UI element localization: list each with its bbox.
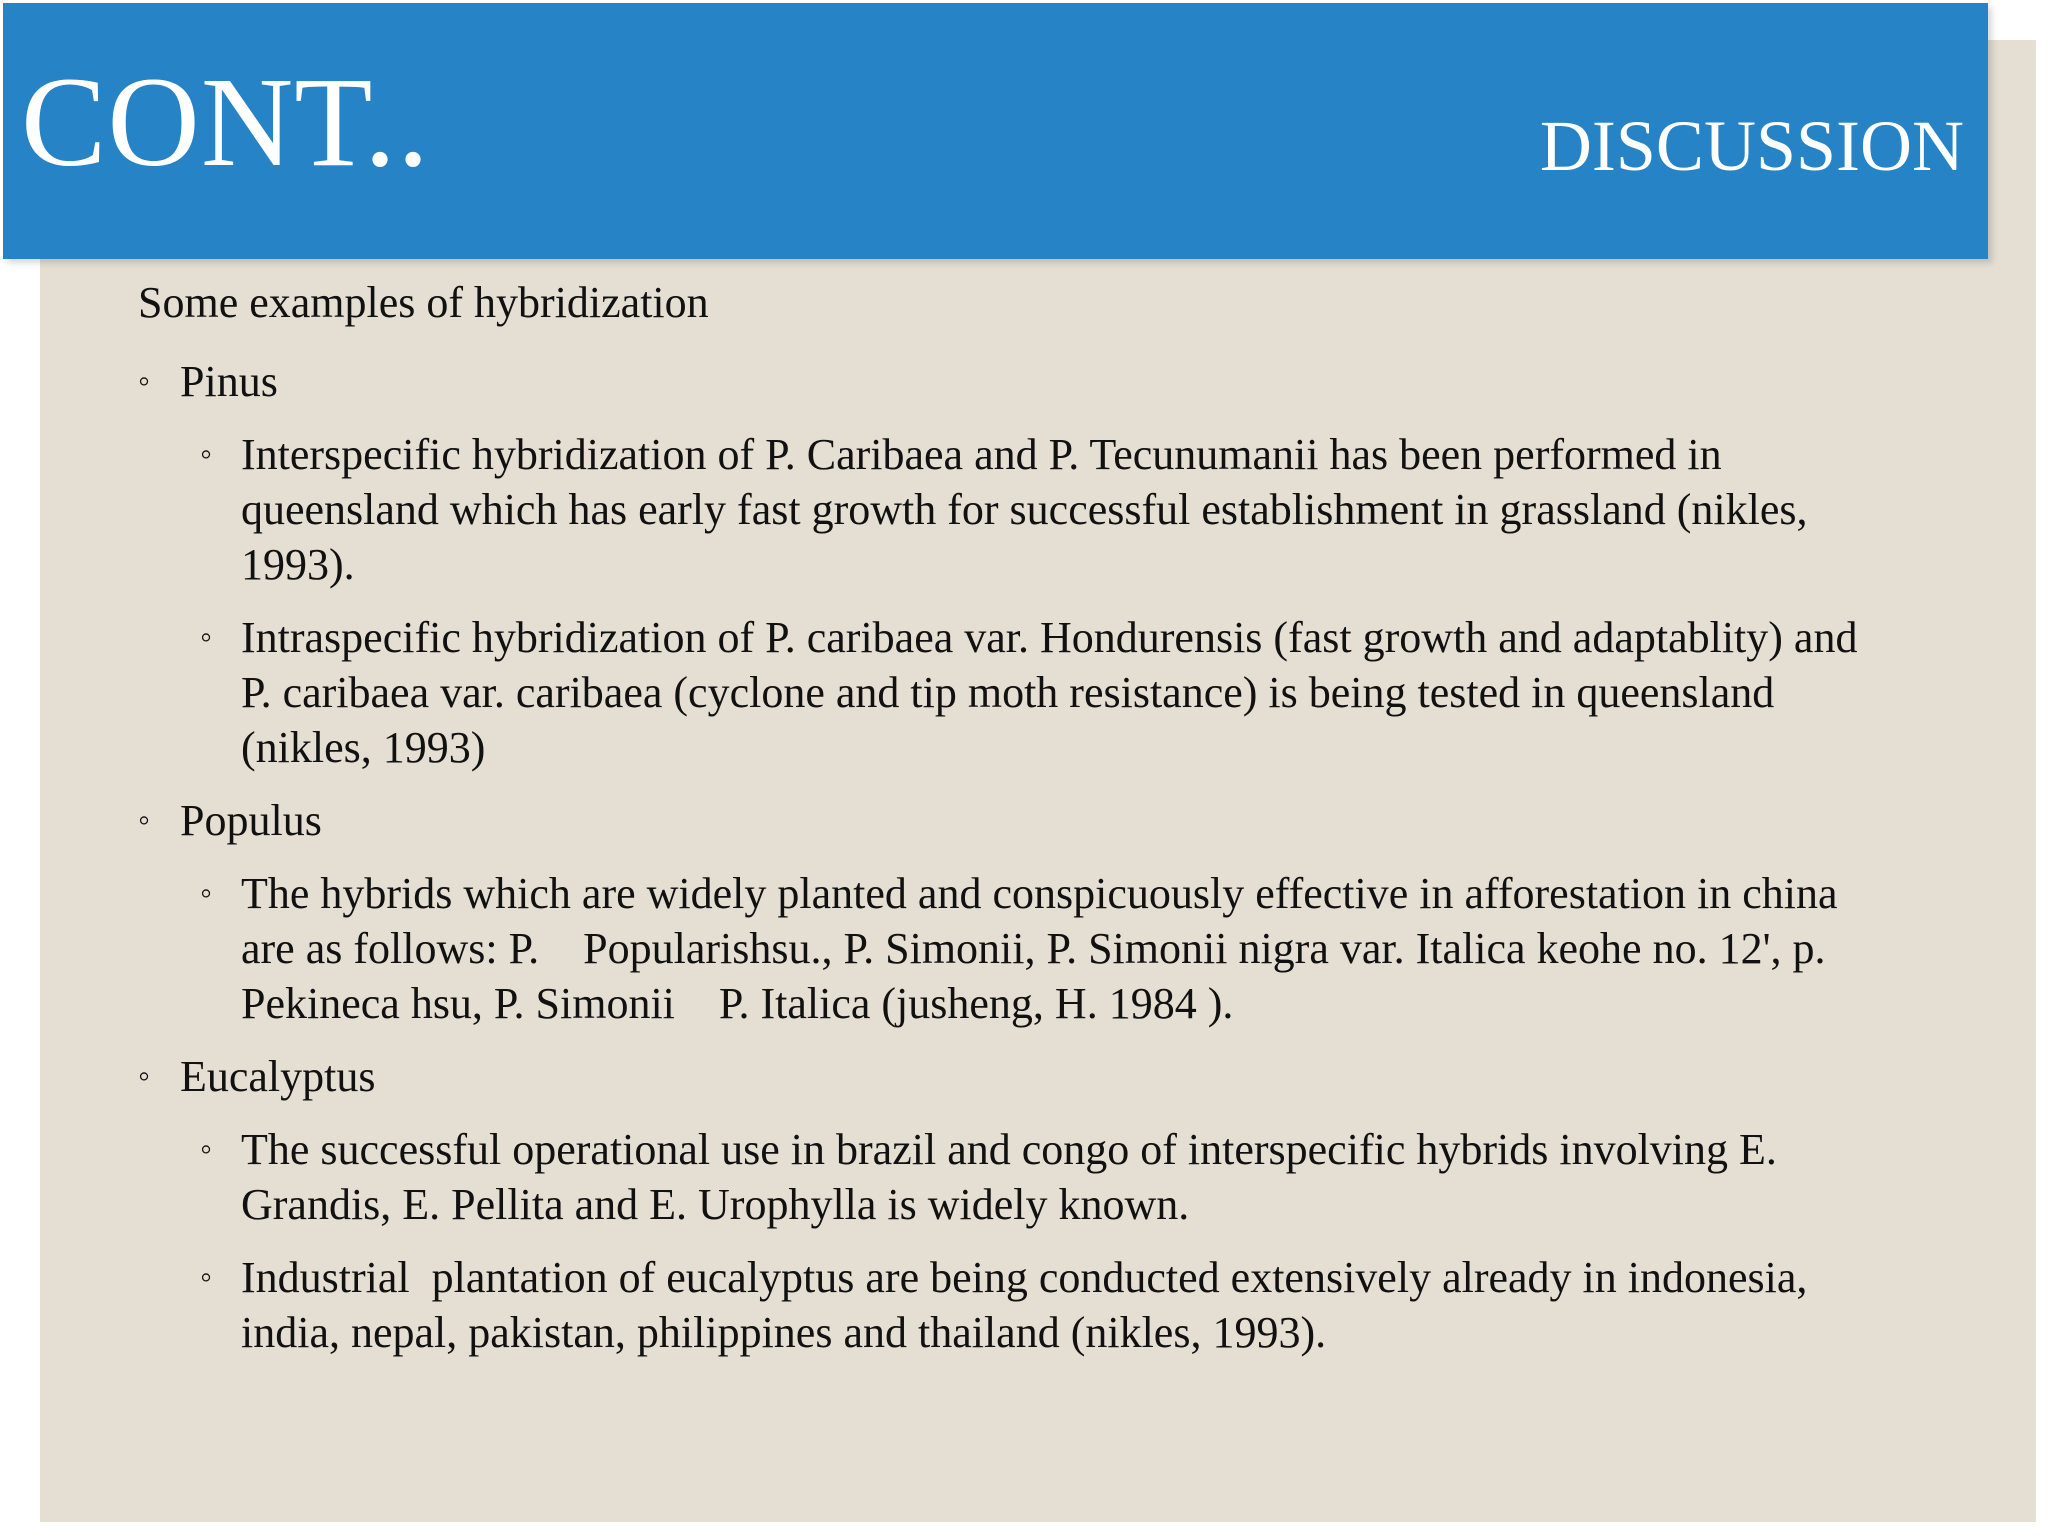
title-bar [3, 3, 1988, 259]
list-item [200, 1250, 1898, 1360]
group-title: Pinus [180, 357, 278, 406]
list-item-text: Intraspecific hybridization of P. caribaea var. Hondurensis (fast growth and adaptablity) and P. caribaea var. caribaea (cyclone and tip moth resistance) is being tested in queensland (nikles, 1993) [241, 613, 1858, 772]
list-item-text: The successful operational use in brazil and congo of interspecific hybrids involving E. Grandis, E. Pellita and E. Urophylla is widely known. [241, 1125, 1777, 1229]
bullet-marker: ◦ [138, 802, 151, 839]
list-item [200, 427, 1898, 592]
list-item [200, 866, 1898, 1031]
section-label: DISCUSSION [1539, 106, 1964, 186]
list-item-text: Interspecific hybridization of P. Caribaea and P. Tecunumanii has been performed in queensland which has early fast growth for successful establishment in grassland (nikles, 1993). [241, 430, 1808, 589]
bullet-marker: ◦ [138, 363, 151, 400]
bullet-marker: ◦ [200, 436, 213, 473]
bullet-marker: ◦ [200, 1131, 213, 1168]
bullet-marker: ◦ [200, 619, 213, 656]
slide-content [138, 275, 1898, 1378]
slide-title: CONT.. [21, 51, 430, 193]
group-populus [138, 793, 1898, 848]
group-pinus [138, 354, 1898, 409]
bullet-marker: ◦ [138, 1058, 151, 1095]
list-item [200, 610, 1898, 775]
bullet-marker: ◦ [200, 1259, 213, 1296]
list-item-text: Industrial plantation of eucalyptus are being conducted extensively already in indonesia, india, nepal, pakistan, philippines and thailand (nikles, 1993). [241, 1253, 1819, 1357]
group-title: Populus [180, 796, 322, 845]
intro-text: Some examples of hybridization [138, 278, 709, 327]
group-title: Eucalyptus [180, 1052, 376, 1101]
group-eucalyptus [138, 1049, 1898, 1104]
bullet-marker: ◦ [200, 875, 213, 912]
list-item [200, 1122, 1898, 1232]
list-item-text: The hybrids which are widely planted and conspicuously effective in afforestation in china are as follows: P. Popularishsu., P. Simonii, P. Simonii nigra var. Italica keohe no. 12', p. Pekineca hsu, P. Simonii P. Italica (jusheng, H. 1984 ). [241, 869, 1870, 1028]
